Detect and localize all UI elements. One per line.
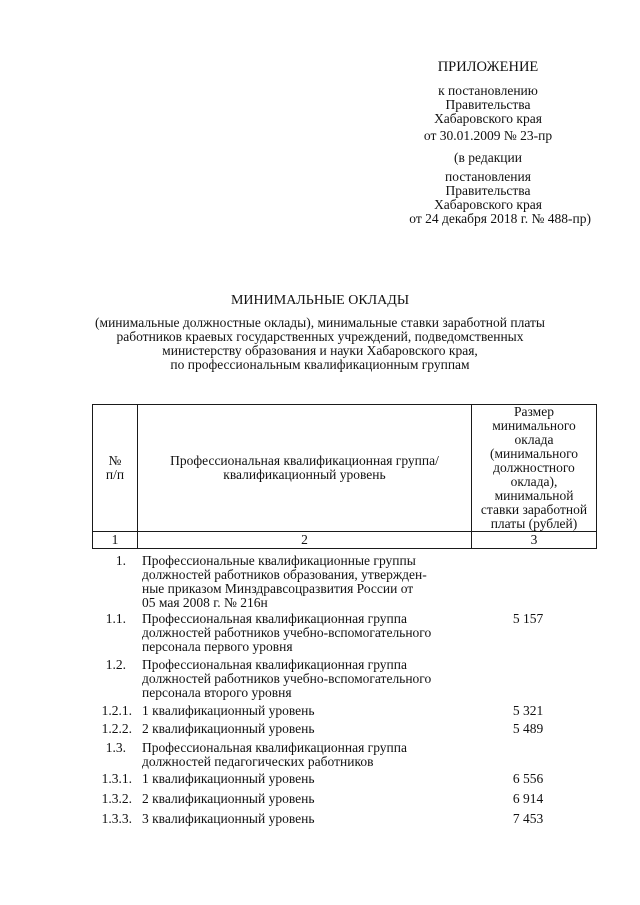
row-text (142, 722, 482, 736)
appendix-line: (в редакции (454, 150, 522, 165)
row-value: 7 453 (512, 811, 544, 826)
header-num-cell (93, 405, 138, 532)
header-num: п/п (105, 467, 125, 482)
row-value: 5 321 (512, 703, 544, 718)
row-text-line: Профессиональная квалификационная группа (142, 611, 407, 626)
row-number: 1.2.1. (101, 703, 132, 718)
row-text-line: Профессиональные квалификационные группы (142, 553, 416, 568)
row-text-line: Профессиональная квалификационная группа (142, 657, 407, 672)
row-text (142, 658, 482, 700)
row-text-line: персонала второго уровня (142, 685, 292, 700)
row-text-line: 1 квалификационный уровень (142, 771, 315, 786)
row-text-line: должностей работников учебно-вспомогательного (142, 671, 432, 686)
row-value: 5 489 (512, 721, 544, 736)
row-text (142, 612, 482, 654)
header-amount: (минимального (489, 446, 579, 461)
row-number: 1.1. (105, 611, 126, 626)
page-title: МИНИМАЛЬНЫЕ ОКЛАДЫ (230, 293, 410, 308)
row-text (142, 704, 482, 718)
row-value: 6 914 (512, 791, 544, 806)
row-text-line: должностей работников учебно-вспомогательного (142, 625, 432, 640)
row-number: 1. (115, 553, 126, 568)
header-amount: оклада (514, 432, 554, 447)
appendix-line: Хабаровского края (434, 197, 542, 212)
row-number: 1.3.2. (101, 791, 132, 806)
row-number: 1.3.1. (101, 771, 132, 786)
row-text-line: должностей педагогических работников (142, 754, 374, 769)
header-group: Профессиональная квалификационная группа/ (170, 453, 439, 468)
row-text (142, 812, 482, 826)
appendix-title: ПРИЛОЖЕНИЕ (437, 59, 539, 75)
header-group-cell (138, 405, 472, 532)
appendix-line: Хабаровского края (434, 111, 542, 126)
header-num: № (108, 453, 122, 468)
appendix-line: к постановлению (438, 83, 538, 98)
row-text (142, 741, 482, 769)
subtitle-line: работников краевых государственных учреждений, подведомственных (116, 329, 524, 344)
row-text-line: 05 мая 2008 г. № 216н (142, 595, 268, 610)
appendix-line: Правительства (445, 183, 531, 198)
row-text-line: 2 квалификационный уровень (142, 791, 315, 806)
row-value: 5 157 (512, 611, 544, 626)
header-amount: платы (рублей) (490, 516, 578, 531)
header-amount: должностного (493, 460, 575, 475)
row-text-line: ные приказом Минздравсоцразвития России от (142, 581, 414, 596)
row-value: 6 556 (512, 771, 544, 786)
appendix-line: от 30.01.2009 № 23-пр (423, 128, 553, 143)
subtitle-line: министерству образования и науки Хабаровского края, (162, 343, 478, 358)
row-text-line: 1 квалификационный уровень (142, 703, 315, 718)
row-number: 1.3.3. (101, 811, 132, 826)
header-amount: ставки заработной (480, 502, 588, 517)
header-amount: оклада), (510, 474, 558, 489)
row-text-line: Профессиональная квалификационная группа (142, 740, 407, 755)
row-text (142, 792, 482, 806)
row-text-line: 2 квалификационный уровень (142, 721, 315, 736)
row-text-line: 3 квалификационный уровень (142, 811, 315, 826)
row-text-line: должностей работников образования, утвержден- (142, 567, 427, 582)
column-number: 2 (138, 532, 472, 549)
header-group: квалификационный уровень (223, 467, 386, 482)
row-number: 1.3. (105, 740, 126, 755)
header-amount: минимального (492, 418, 576, 433)
subtitle-line: (минимальные должностные оклады), минимальные ставки заработной платы (95, 315, 545, 330)
column-number: 3 (472, 532, 597, 549)
row-number: 1.2. (105, 657, 126, 672)
row-text (142, 554, 482, 610)
appendix-line: Правительства (445, 97, 531, 112)
column-number: 1 (93, 532, 138, 549)
subtitle-line: по профессиональным квалификационным группам (170, 357, 470, 372)
appendix-line: от 24 декабря 2018 г. № 488-пр) (409, 211, 591, 226)
row-text-line: персонала первого уровня (142, 639, 293, 654)
salary-table-header (92, 404, 597, 549)
appendix-line: постановления (445, 169, 531, 184)
header-amount: минимальной (494, 488, 574, 503)
header-amount: Размер (514, 404, 554, 419)
row-number: 1.2.2. (101, 721, 132, 736)
header-amount-cell (472, 405, 597, 532)
row-text (142, 772, 482, 786)
